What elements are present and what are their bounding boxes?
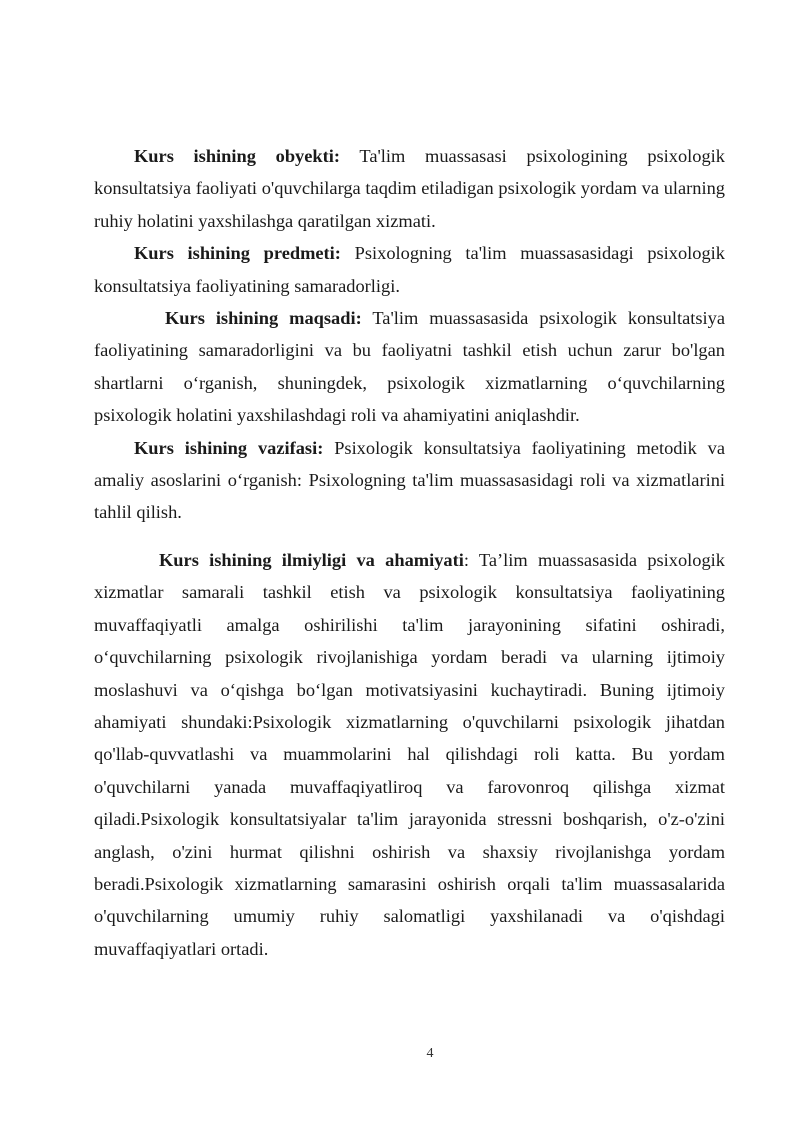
object-label: Kurs ishining obyekti:	[134, 146, 340, 166]
task-text: Psixologik konsultatsiya faoliyatining metodik va amaliy asoslarini o‘rganish: Psixologning ta'lim muassasasidagi roli va xizmatlarini tahlil qilish.	[94, 437, 725, 523]
goal-label: Kurs ishining maqsadi:	[165, 308, 362, 329]
paragraph-task	[94, 432, 725, 529]
paragraph-object	[94, 140, 725, 237]
paragraph-goal	[94, 302, 725, 432]
paragraph-significance	[94, 544, 725, 965]
subject-label: Kurs ishining predmeti:	[134, 243, 341, 264]
paragraph-subject	[94, 237, 725, 302]
subject-text: Psixologning ta'lim muassasasidagi psixologik konsultatsiya faoliyatining samaradorligi.	[94, 243, 725, 296]
page-number: 4	[426, 1046, 434, 1061]
document-body	[94, 140, 725, 965]
significance-text: : Ta’lim muassasasida psixologik xizmatlar samarali tashkil etish va psixologik konsultatsiya faoliyatining muvaffaqiyatli amalga oshirilishi ta'lim jarayonining sifatini oshiradi, o‘quvchilarning psixologik rivojlanishiga yordam beradi va ularning ijtimoiy moslashuvi va o‘qishga bo‘lgan motivatsiyasini kuchaytiradi. Buning ijtimoiy ahamiyati shundaki:Psixologik xizmatlarning o'quvchilarni psixologik jihatdan qo'llab-quvvatlashi va muammolarini hal qilishdagi roli katta. Bu yordam o'quvchilarni yanada muvaffaqiyatliroq va farovonroq qilishga xizmat qiladi.Psixologik konsultatsiyalar ta'lim jarayonida stressni boshqarish, o'z-o'zini anglash, o'zini hurmat qilishni oshirish va shaxsiy rivojlanishga yordam beradi.Psixologik xizmatlarning samarasini oshirish orqali ta'lim muassasalarida o'quvchilarning umumiy ruhiy salomatligi yaxshilanadi va o'qishdagi muvaffaqiyatlari ortadi.	[94, 549, 725, 959]
task-label: Kurs ishining vazifasi:	[134, 437, 324, 458]
significance-label: Kurs ishining ilmiyligi va ahamiyati	[159, 549, 464, 570]
goal-text: Ta'lim muassasasida psixologik konsultatsiya faoliyatining samaradorligini va bu faoliyatni tashkil etish uchun zarur bo'lgan shartlarni o‘rganish, shuningdek, psixologik xizmatlarning o‘quvchilarning psixologik holatini yaxshilashdagi roli va ahamiyatini aniqlashdir.	[94, 308, 725, 426]
object-text: Ta'lim muassasasi psixologining psixologik konsultatsiya faoliyati o'quvchilarga taqdim etiladigan psixologik yordam va ularning ruhiy holatini yaxshilashga qaratilgan xizmati.	[94, 146, 725, 231]
